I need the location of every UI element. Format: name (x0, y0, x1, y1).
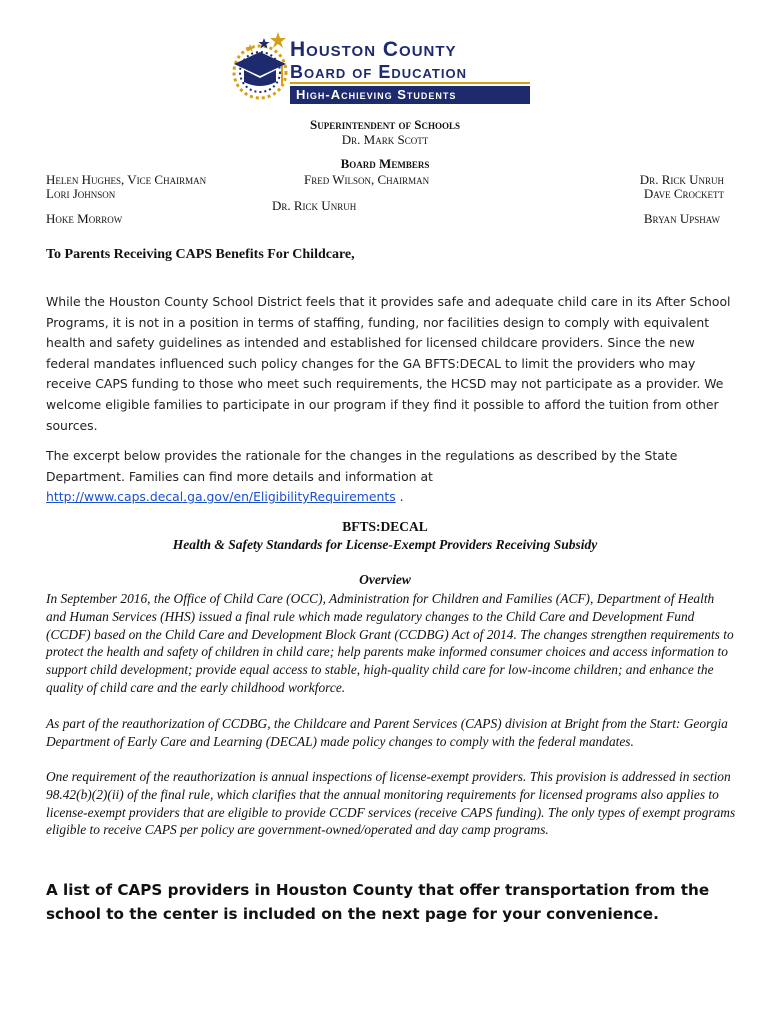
overview-paragraph-3: One requirement of the reauthorization is annual inspections of license-exempt providers. This provision is addressed in section 98.42(b)(2)(ii) of the final rule, which clarifies that the annual monitoring requirements for licensed programs also applies to license-exempt providers that are eligible to provide CCDF services (receive CAPS funding). The only types of exempt programs eligible to receive CAPS per policy are government-owned/operated and day camp programs. (46, 769, 736, 838)
member-center-1: Fred Wilson, Chairman (304, 172, 430, 187)
logo-line-2: Board of Education (290, 62, 467, 82)
overview-heading: Overview (359, 572, 411, 587)
member-left-3: Hoke Morrow (46, 211, 123, 226)
member-center-2: Dr. Rick Unruh (272, 198, 357, 213)
logo-line-3: High-Achieving Students (290, 86, 530, 104)
letter-paragraph-2 (46, 446, 736, 508)
overview-paragraph-1: In September 2016, the Office of Child Care (OCC), Administration for Children and Families (ACF), Department of Health and Human Services (HHS) issued a final rule which made regulatory changes to the Child Care and Development Fund (CCDF) based on the Child Care and Development Block Grant (CCDBG) Act of 2014. The changes strengthen requirements to protect the health and safety of children in child care; help parents make informed consumer choices and access information to support child development; provide equal access to stable, high-quality child care for low-income children; and enhance the quality of child care and the early childhood workforce. (46, 591, 734, 695)
closing-statement: A list of CAPS providers in Houston County that offer transportation from the school to the center is included on the next page for your convenience. (46, 881, 710, 923)
board-logo (220, 28, 530, 104)
eligibility-requirements-link[interactable]: http://www.caps.decal.ga.gov/en/EligibilityRequirements (46, 489, 396, 505)
letter-greeting: To Parents Receiving CAPS Benefits For Childcare, (46, 247, 355, 262)
link-suffix: . (395, 489, 404, 505)
excerpt-title: Health & Safety Standards for License-Exempt Providers Receiving Subsidy (172, 537, 598, 552)
logo-line-1: Houston County (290, 38, 457, 61)
member-left-2: Lori Johnson (46, 186, 116, 201)
paragraph-2-text: The excerpt below provides the rationale for the changes in the regulations as described by the State Department. Families can find more details and information at (46, 448, 678, 484)
excerpt-source: BFTS:DECAL (342, 519, 428, 534)
superintendent-heading: Superintendent of Schools (310, 117, 460, 132)
member-left-1: Helen Hughes, Vice Chairman (46, 172, 207, 187)
graduation-cap-emblem-icon (220, 28, 292, 104)
member-right-1: Dr. Rick Unruh (639, 172, 724, 187)
member-right-2: Dave Crockett (643, 186, 724, 201)
letter-paragraph-1: While the Houston County School District feels that it provides safe and adequate child care in its After School Programs, it is not in a position in terms of staffing, funding, nor facilities design to comply with equivalent health and safety guidelines as intended and established for licensed childcare providers. Since the new federal mandates influenced such policy changes for the GA BFTS:DECAL to limit the providers who may receive CAPS funding to those who meet such requirements, the HCSD may not participate as a provider. We welcome eligible families to participate in our program if they find it possible to afford the tuition from other sources. (46, 294, 731, 433)
overview-paragraph-2: As part of the reauthorization of CCDBG, the Childcare and Parent Services (CAPS) division at Bright from the Start: Georgia Department of Early Care and Learning (DECAL) made policy changes to comply with the federal mandates. (46, 716, 728, 749)
board-members-heading: Board Members (340, 156, 430, 171)
member-right-3: Bryan Upshaw (643, 211, 720, 226)
superintendent-name: Dr. Mark Scott (341, 132, 429, 147)
logo-rule (290, 82, 530, 84)
